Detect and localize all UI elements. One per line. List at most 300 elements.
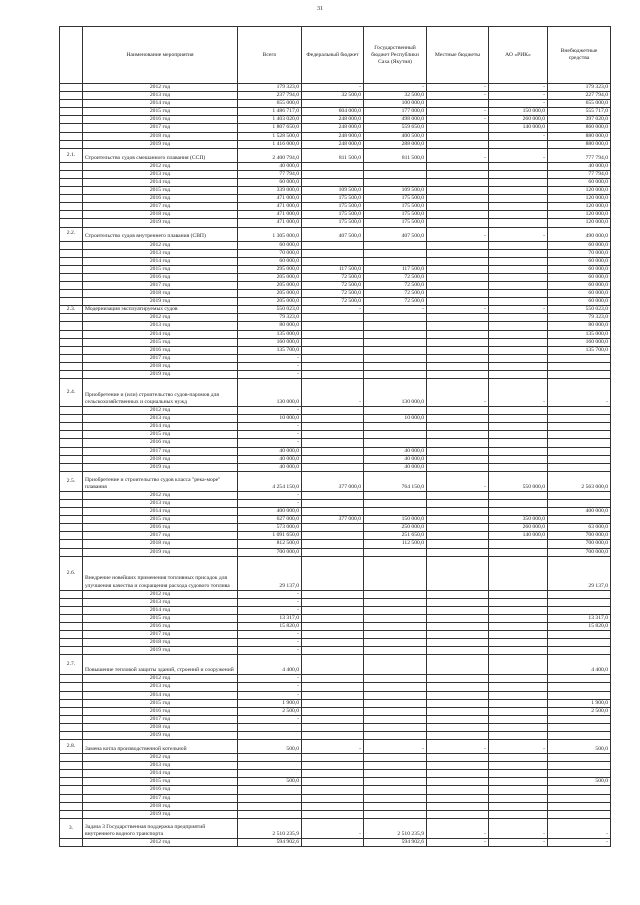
value-cell [489, 178, 548, 186]
row-number: 2.3. [60, 306, 83, 314]
value-cell: 205 000,0 [238, 290, 302, 298]
value-cell [364, 431, 427, 439]
value-cell: 248 000,0 [302, 140, 364, 148]
value-cell [548, 415, 611, 423]
row-name: 2019 год [83, 140, 238, 148]
row-number [60, 219, 83, 227]
value-cell [427, 100, 489, 108]
value-cell [489, 407, 548, 415]
value-cell [364, 249, 427, 257]
section-row [60, 818, 611, 838]
row-name: 2013 год [83, 415, 238, 423]
value-cell: 60 000,0 [548, 281, 611, 289]
table-row [60, 683, 611, 691]
header-cell: Всего [238, 27, 302, 84]
value-cell [427, 715, 489, 723]
value-cell: 29 137,0 [238, 556, 302, 590]
value-cell [489, 590, 548, 598]
value-cell: - [489, 379, 548, 407]
value-cell [489, 810, 548, 818]
value-cell: - [302, 818, 364, 838]
table-row [60, 590, 611, 598]
table-row [60, 257, 611, 265]
value-cell [489, 281, 548, 289]
row-name: 2015 год [83, 778, 238, 786]
row-number [60, 322, 83, 330]
value-cell: 40 000,0 [364, 447, 427, 455]
row-name: 2016 год [83, 786, 238, 794]
row-number [60, 732, 83, 740]
row-number [60, 455, 83, 463]
value-cell: 1 486 717,0 [238, 108, 302, 116]
value-cell [489, 346, 548, 354]
value-cell [427, 754, 489, 762]
row-name: 2012 год [83, 84, 238, 92]
value-cell [427, 639, 489, 647]
row-number [60, 290, 83, 298]
value-cell [489, 354, 548, 362]
table-row [60, 770, 611, 778]
value-cell [364, 330, 427, 338]
value-cell [364, 786, 427, 794]
value-cell [302, 762, 364, 770]
row-number [60, 540, 83, 548]
value-cell [364, 346, 427, 354]
value-cell [489, 732, 548, 740]
value-cell: - [364, 306, 427, 314]
value-cell: 130 000,0 [238, 379, 302, 407]
row-name: 2015 год [83, 431, 238, 439]
value-cell: 160 000,0 [548, 338, 611, 346]
value-cell: 79 323,0 [238, 314, 302, 322]
table-row [60, 447, 611, 455]
value-cell: 120 000,0 [548, 203, 611, 211]
value-cell: - [489, 148, 548, 162]
value-cell: 120 000,0 [548, 187, 611, 195]
row-name: 2013 год [83, 683, 238, 691]
value-cell [427, 778, 489, 786]
value-cell [427, 298, 489, 306]
row-number [60, 431, 83, 439]
value-cell [548, 810, 611, 818]
value-cell [427, 338, 489, 346]
value-cell [489, 241, 548, 249]
value-cell: 40 000,0 [238, 162, 302, 170]
value-cell: 700 000,0 [238, 548, 302, 556]
value-cell [427, 556, 489, 590]
value-cell [489, 265, 548, 273]
value-cell: - [489, 132, 548, 140]
row-name: 2012 год [83, 838, 238, 846]
row-number [60, 346, 83, 354]
value-cell [364, 371, 427, 379]
value-cell [548, 463, 611, 471]
header-cell: Наименование мероприятия [83, 27, 238, 84]
value-cell: 2 400 794,0 [238, 148, 302, 162]
value-cell: 1 900,0 [548, 699, 611, 707]
value-cell [489, 211, 548, 219]
row-name: Модернизация эксплуатируемых судов [83, 306, 238, 314]
value-cell [364, 770, 427, 778]
row-name: Приобретение и строительство судов класса "река-море" плавания [83, 471, 238, 491]
value-cell: 72 500,0 [364, 273, 427, 281]
row-number [60, 622, 83, 630]
value-cell [489, 614, 548, 622]
row-name: 2019 год [83, 647, 238, 655]
value-cell [427, 170, 489, 178]
value-cell [427, 794, 489, 802]
row-number [60, 707, 83, 715]
value-cell: 559 650,0 [364, 124, 427, 132]
value-cell: - [489, 818, 548, 838]
value-cell: 77 794,0 [548, 170, 611, 178]
row-number [60, 298, 83, 306]
table-row [60, 598, 611, 606]
value-cell: - [364, 84, 427, 92]
table-row [60, 249, 611, 257]
value-cell: - [238, 639, 302, 647]
value-cell: 500,0 [548, 778, 611, 786]
value-cell [548, 371, 611, 379]
value-cell [427, 723, 489, 731]
value-cell: 500,0 [238, 778, 302, 786]
table-row [60, 124, 611, 132]
table-row [60, 116, 611, 124]
value-cell [427, 499, 489, 507]
value-cell [302, 802, 364, 810]
row-name: 2014 год [83, 257, 238, 265]
value-cell: - [238, 423, 302, 431]
value-cell [364, 606, 427, 614]
value-cell [427, 810, 489, 818]
value-cell: 72 500,0 [364, 290, 427, 298]
value-cell [489, 639, 548, 647]
value-cell [548, 754, 611, 762]
row-number [60, 810, 83, 818]
row-name: 2014 год [83, 770, 238, 778]
table-row [60, 195, 611, 203]
value-cell: 550 023,0 [548, 306, 611, 314]
value-cell: 40 000,0 [364, 455, 427, 463]
value-cell [489, 556, 548, 590]
value-cell: 177 000,0 [364, 108, 427, 116]
value-cell: 120 000,0 [548, 211, 611, 219]
value-cell [489, 606, 548, 614]
row-name: 2018 год [83, 639, 238, 647]
value-cell [489, 499, 548, 507]
value-cell [364, 314, 427, 322]
value-cell: 205 000,0 [238, 273, 302, 281]
row-number [60, 187, 83, 195]
row-name: 2014 год [83, 423, 238, 431]
table-row [60, 455, 611, 463]
value-cell: 1 416 000,0 [238, 140, 302, 148]
table-row [60, 187, 611, 195]
row-number [60, 178, 83, 186]
value-cell [489, 699, 548, 707]
row-number [60, 598, 83, 606]
value-cell: 655 000,0 [548, 100, 611, 108]
section-row [60, 379, 611, 407]
table-row [60, 699, 611, 707]
table-row [60, 762, 611, 770]
table-row [60, 723, 611, 731]
value-cell [427, 195, 489, 203]
value-cell [489, 622, 548, 630]
value-cell: 377 000,0 [302, 471, 364, 491]
value-cell: 140 000,0 [489, 532, 548, 540]
row-name: 2018 год [83, 362, 238, 370]
row-name: 2016 год [83, 116, 238, 124]
value-cell [427, 508, 489, 516]
row-name: 2016 год [83, 622, 238, 630]
table-row [60, 346, 611, 354]
row-number [60, 132, 83, 140]
value-cell: - [302, 306, 364, 314]
value-cell [489, 455, 548, 463]
value-cell: 40 000,0 [238, 463, 302, 471]
value-cell: 4 400,0 [238, 655, 302, 675]
row-name: 2018 год [83, 290, 238, 298]
value-cell: - [238, 439, 302, 447]
row-name: 2019 год [83, 298, 238, 306]
value-cell [548, 675, 611, 683]
value-cell [427, 407, 489, 415]
value-cell: 777 794,0 [548, 148, 611, 162]
row-number [60, 314, 83, 322]
row-name: Повышение тепловой защиты зданий, строений и сооружений [83, 655, 238, 675]
row-number [60, 786, 83, 794]
row-number [60, 140, 83, 148]
row-name: 2014 год [83, 508, 238, 516]
value-cell: 15 820,0 [548, 622, 611, 630]
value-cell [302, 683, 364, 691]
value-cell: - [489, 84, 548, 92]
value-cell: - [238, 491, 302, 499]
row-name: 2019 год [83, 548, 238, 556]
row-name: 2013 год [83, 762, 238, 770]
value-cell: 700 000,0 [548, 540, 611, 548]
row-name: 2019 год [83, 219, 238, 227]
value-cell: 339 000,0 [238, 187, 302, 195]
value-cell [548, 691, 611, 699]
table-row [60, 84, 611, 92]
row-number: 2.5. [60, 471, 83, 491]
value-cell [427, 415, 489, 423]
table-row [60, 614, 611, 622]
value-cell [427, 762, 489, 770]
value-cell: 135 700,0 [238, 346, 302, 354]
value-cell [302, 439, 364, 447]
row-number: 2.4. [60, 379, 83, 407]
value-cell [302, 707, 364, 715]
row-name: 2016 год [83, 439, 238, 447]
value-cell [427, 354, 489, 362]
value-cell: 175 500,0 [364, 195, 427, 203]
row-name: 2017 год [83, 447, 238, 455]
value-cell [489, 431, 548, 439]
value-cell: 260 000,0 [489, 116, 548, 124]
value-cell [302, 524, 364, 532]
row-number [60, 116, 83, 124]
value-cell [489, 794, 548, 802]
row-name: 2018 год [83, 723, 238, 731]
value-cell [548, 723, 611, 731]
value-cell [489, 508, 548, 516]
value-cell: - [427, 148, 489, 162]
value-cell: 160 000,0 [238, 338, 302, 346]
value-cell [302, 314, 364, 322]
row-number [60, 354, 83, 362]
value-cell [364, 491, 427, 499]
value-cell [548, 631, 611, 639]
value-cell [489, 257, 548, 265]
value-cell [364, 691, 427, 699]
value-cell [548, 732, 611, 740]
value-cell: - [489, 100, 548, 108]
table-row [60, 132, 611, 140]
value-cell [427, 178, 489, 186]
row-name: 2013 год [83, 170, 238, 178]
value-cell [302, 810, 364, 818]
value-cell [302, 794, 364, 802]
value-cell: 594 902,6 [238, 838, 302, 846]
table-row [60, 524, 611, 532]
value-cell [489, 249, 548, 257]
row-name: 2017 год [83, 532, 238, 540]
row-name: Внедрение новейших применения топливных присадок для улучшения качества и сокращения расхода судового топлива [83, 556, 238, 590]
row-name: 2018 год [83, 132, 238, 140]
row-number [60, 524, 83, 532]
value-cell: 400 000,0 [238, 508, 302, 516]
value-cell [427, 219, 489, 227]
value-cell [489, 675, 548, 683]
value-cell [238, 770, 302, 778]
value-cell [548, 516, 611, 524]
value-cell: 811 500,0 [302, 148, 364, 162]
value-cell: 29 137,0 [548, 556, 611, 590]
value-cell: - [427, 116, 489, 124]
value-cell: 117 500,0 [302, 265, 364, 273]
row-number [60, 100, 83, 108]
value-cell [364, 338, 427, 346]
row-number [60, 532, 83, 540]
value-cell: 880 000,0 [548, 132, 611, 140]
value-cell [364, 439, 427, 447]
row-number [60, 715, 83, 723]
value-cell: - [427, 84, 489, 92]
value-cell: 2 510 235,9 [238, 818, 302, 838]
value-cell [364, 794, 427, 802]
value-cell: 2 500,0 [548, 707, 611, 715]
value-cell [364, 802, 427, 810]
row-number [60, 211, 83, 219]
row-number [60, 415, 83, 423]
value-cell: - [489, 306, 548, 314]
row-name: 2012 год [83, 162, 238, 170]
table-row [60, 631, 611, 639]
table-row [60, 532, 611, 540]
value-cell [489, 802, 548, 810]
row-name: 2013 год [83, 598, 238, 606]
value-cell [427, 631, 489, 639]
row-number [60, 754, 83, 762]
value-cell: 812 500,0 [238, 540, 302, 548]
value-cell: 407 500,0 [364, 227, 427, 241]
value-cell: 205 000,0 [238, 298, 302, 306]
value-cell [302, 431, 364, 439]
row-number [60, 249, 83, 257]
row-number [60, 590, 83, 598]
value-cell [364, 675, 427, 683]
value-cell [302, 330, 364, 338]
value-cell: 1 305 000,0 [238, 227, 302, 241]
value-cell: 40 000,0 [548, 162, 611, 170]
row-number [60, 124, 83, 132]
table-row [60, 647, 611, 655]
table-row [60, 516, 611, 524]
table-row [60, 281, 611, 289]
value-cell [427, 322, 489, 330]
row-number [60, 802, 83, 810]
value-cell [427, 614, 489, 622]
value-cell [302, 754, 364, 762]
value-cell [302, 675, 364, 683]
table-header-row [60, 27, 611, 84]
value-cell [489, 691, 548, 699]
value-cell [427, 124, 489, 132]
row-name: 2015 год [83, 614, 238, 622]
row-number [60, 647, 83, 655]
budget-table [59, 26, 611, 847]
value-cell [427, 187, 489, 195]
value-cell [489, 463, 548, 471]
table-row [60, 838, 611, 846]
value-cell [302, 162, 364, 170]
value-cell [302, 699, 364, 707]
value-cell [489, 415, 548, 423]
table-row [60, 548, 611, 556]
value-cell [302, 715, 364, 723]
value-cell: 60 000,0 [548, 241, 611, 249]
table-row [60, 622, 611, 630]
row-name: 2015 год [83, 187, 238, 195]
value-cell [548, 590, 611, 598]
value-cell [302, 639, 364, 647]
value-cell [302, 631, 364, 639]
value-cell [427, 540, 489, 548]
section-row [60, 471, 611, 491]
value-cell: 109 500,0 [364, 187, 427, 195]
table-row [60, 211, 611, 219]
value-cell [364, 556, 427, 590]
value-cell [427, 140, 489, 148]
value-cell [427, 455, 489, 463]
value-cell [302, 338, 364, 346]
table-row [60, 162, 611, 170]
value-cell: - [489, 838, 548, 846]
value-cell [548, 455, 611, 463]
value-cell [548, 439, 611, 447]
value-cell: 2 563 000,0 [548, 471, 611, 491]
value-cell: 60 000,0 [548, 257, 611, 265]
value-cell: 260 000,0 [489, 524, 548, 532]
value-cell [364, 354, 427, 362]
value-cell [489, 598, 548, 606]
table-row [60, 778, 611, 786]
row-number [60, 491, 83, 499]
value-cell [302, 362, 364, 370]
